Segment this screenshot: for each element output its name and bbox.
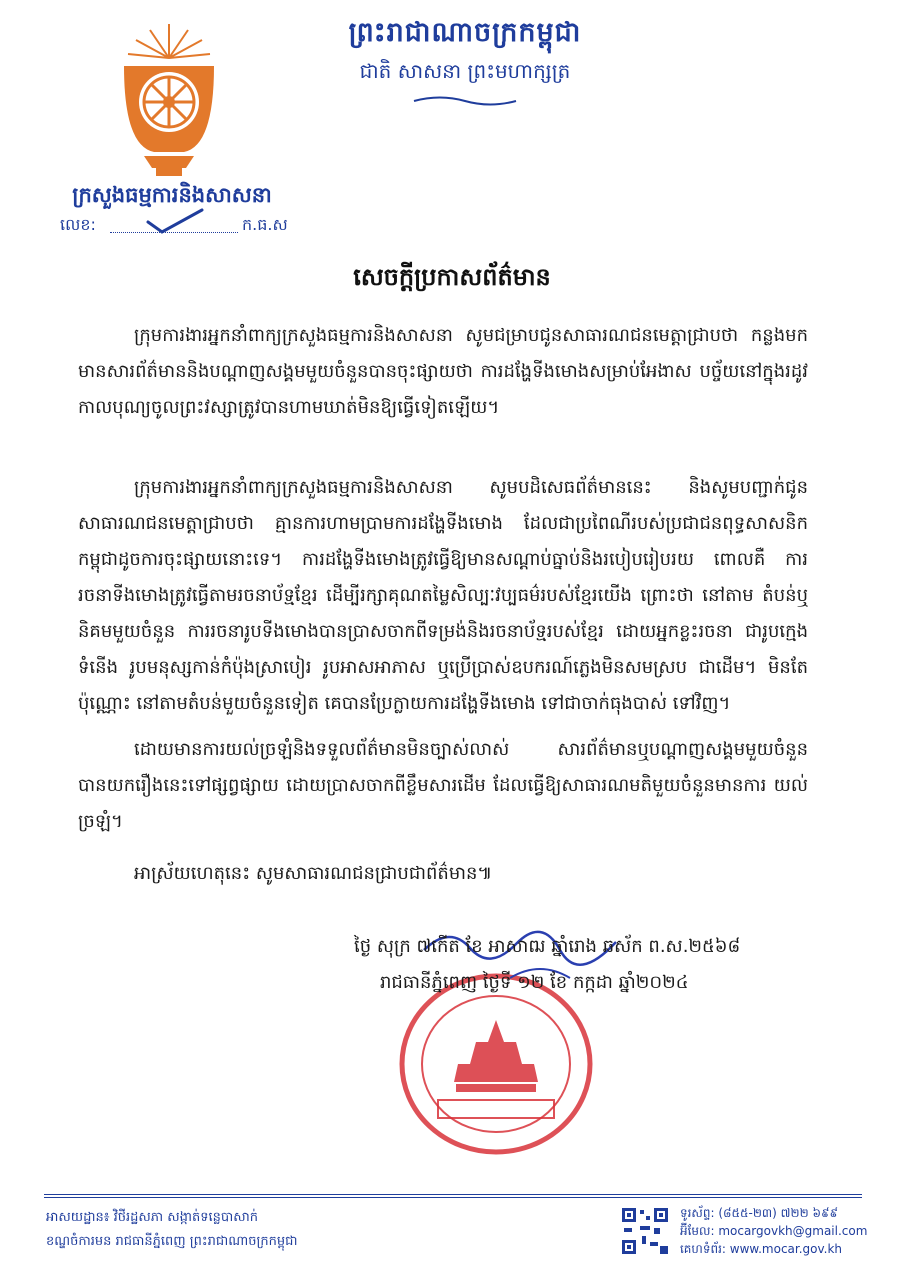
paragraph-3: ដោយមានការយល់ច្រឡំនិងទទួលព័ត៌មានមិនច្បាស់លាស់ សារព័ត៌មានឬបណ្តាញសង្គមមួយចំនួន បានយករឿងនេះទៅផ្សព្វផ្សាយ ដោយប្រាសចាកពីខ្លឹមសារដើម ដែលធ្វើឱ្យសាធារណមតិមួយចំនួនមានការ យល់ច្រឡំ។ xyxy=(78,739,808,832)
footer-address xyxy=(46,1206,466,1254)
address-line-2: ខណ្ឌចំការមន រាជធានីភ្នំពេញ ព្រះរាជាណាចក្រកម្ពុជា xyxy=(46,1234,298,1249)
lunar-date: ថ្ងៃ សុក្រ ៧កើត ខែ អាសាឍ ឆ្នាំរោង ឆស័ក ព.ស.២៥៦៨ xyxy=(354,936,741,957)
paragraph-2: ក្រុមការងារអ្នកនាំពាក្យក្រសួងធម្មការនិងសាសនា សូមបដិសេធព័ត៌មាននេះ និងសូមបញ្ជាក់ជូន សាធារណជនមេត្តាជ្រាបថា គ្មានការហាមប្រាមការដង្ហែទីងមោង ដែលជាប្រពៃណីរបស់ប្រជាជនពុទ្ធសាសនិក កម្ពុជាដូចការចុះផ្សាយនោះទេ។ ការដង្ហែទីងមោងត្រូវធ្វើឱ្យមានសណ្តាប់ធ្នាប់និងរបៀបរៀបរយ ពោលគឺ ការរចនាទីងមោងត្រូវធ្វើតាមរចនាប័ទ្មខ្មែរ ដើម្បីរក្សាគុណតម្លៃសិល្បៈវប្បធម៌របស់ខ្មែរយើង ព្រោះថា នៅតាម តំបន់ឬនិគមមួយចំនួន ការរចនារូបទីងមោងបានប្រាសចាកពីទម្រង់និងរចនាប័ទ្មរបស់ខ្មែរ ដោយអ្នកខ្លះរចនា ជារូបក្មេងទំនើង រូបមនុស្សកាន់កំប៉ុងស្រាបៀរ រូបអាសអាភាស ឬប្រើប្រាស់ឧបករណ៍ភ្លេងមិនសមស្រប ជាដើម។ មិនតែប៉ុណ្ណោះ នៅតាមតំបន់មួយចំនួនទៀត គេបានប្រែក្លាយការដង្ហែទីងមោង ទៅជាចាក់ធុងបាស់ ទៅវិញ។ xyxy=(78,477,808,714)
solar-date: រាជធានីភ្នំពេញ ថ្ងៃទី ១២ ខែ កក្កដា ឆ្នាំ២០២៤ xyxy=(380,972,689,993)
checkmark-icon xyxy=(144,208,204,236)
national-motto: ជាតិ សាសនា ព្រះមហាក្សត្រ xyxy=(359,59,571,83)
ministry-name: ក្រសួងធម្មការនិងសាសនា xyxy=(72,183,272,207)
reference-suffix: ក.ធ.ស xyxy=(242,215,288,234)
document-title: សេចក្តីប្រកាសព័ត៌មាន xyxy=(353,263,551,291)
address-line-1: អាសយដ្ឋាន៖ វិថីរដ្ឋសភា សង្កាត់ទន្លេបាសាក់ xyxy=(46,1210,259,1225)
kingdom-title: ព្រះរាជាណាចក្រកម្ពុជា xyxy=(348,17,582,48)
motto-ornament xyxy=(410,94,520,108)
footer-divider xyxy=(44,1193,862,1199)
paragraph-4: អាស្រ័យហេតុនេះ សូមសាធារណជនជ្រាបជាព័ត៌មាន៕ xyxy=(134,863,493,884)
reference-number xyxy=(60,214,300,240)
footer-contacts xyxy=(680,1204,880,1258)
reference-label: លេខ: xyxy=(60,215,96,234)
contact-phone: ទូរស័ព្ទ: (៨៥៥-២៣) ៧២២ ៦៩៩ xyxy=(680,1206,838,1220)
contact-email[interactable]: អ៊ីមែល: mocargovkh@gmail.com xyxy=(680,1224,868,1238)
ministry-logo xyxy=(110,18,228,183)
qr-code-icon[interactable] xyxy=(620,1206,670,1256)
paragraph-1: ក្រុមការងារអ្នកនាំពាក្យក្រសួងធម្មការនិងសាសនា សូមជម្រាបជូនសាធារណជនមេត្តាជ្រាបថា កន្លងមកមានសារព័ត៌មាននិងបណ្តាញសង្គមមួយចំនួនបានចុះផ្សាយថា ការដង្ហែទីងមោងសម្រាប់អែងាស បច្ច័យនៅក្នុងរដូវកាលបុណ្យចូលព្រះវស្សាត្រូវបានហាមឃាត់មិនឱ្យធ្វើទៀតឡើយ។ xyxy=(78,325,808,418)
contact-website[interactable]: គេហទំព័រ: www.mocar.gov.kh xyxy=(680,1242,843,1256)
official-seal xyxy=(398,972,594,1156)
